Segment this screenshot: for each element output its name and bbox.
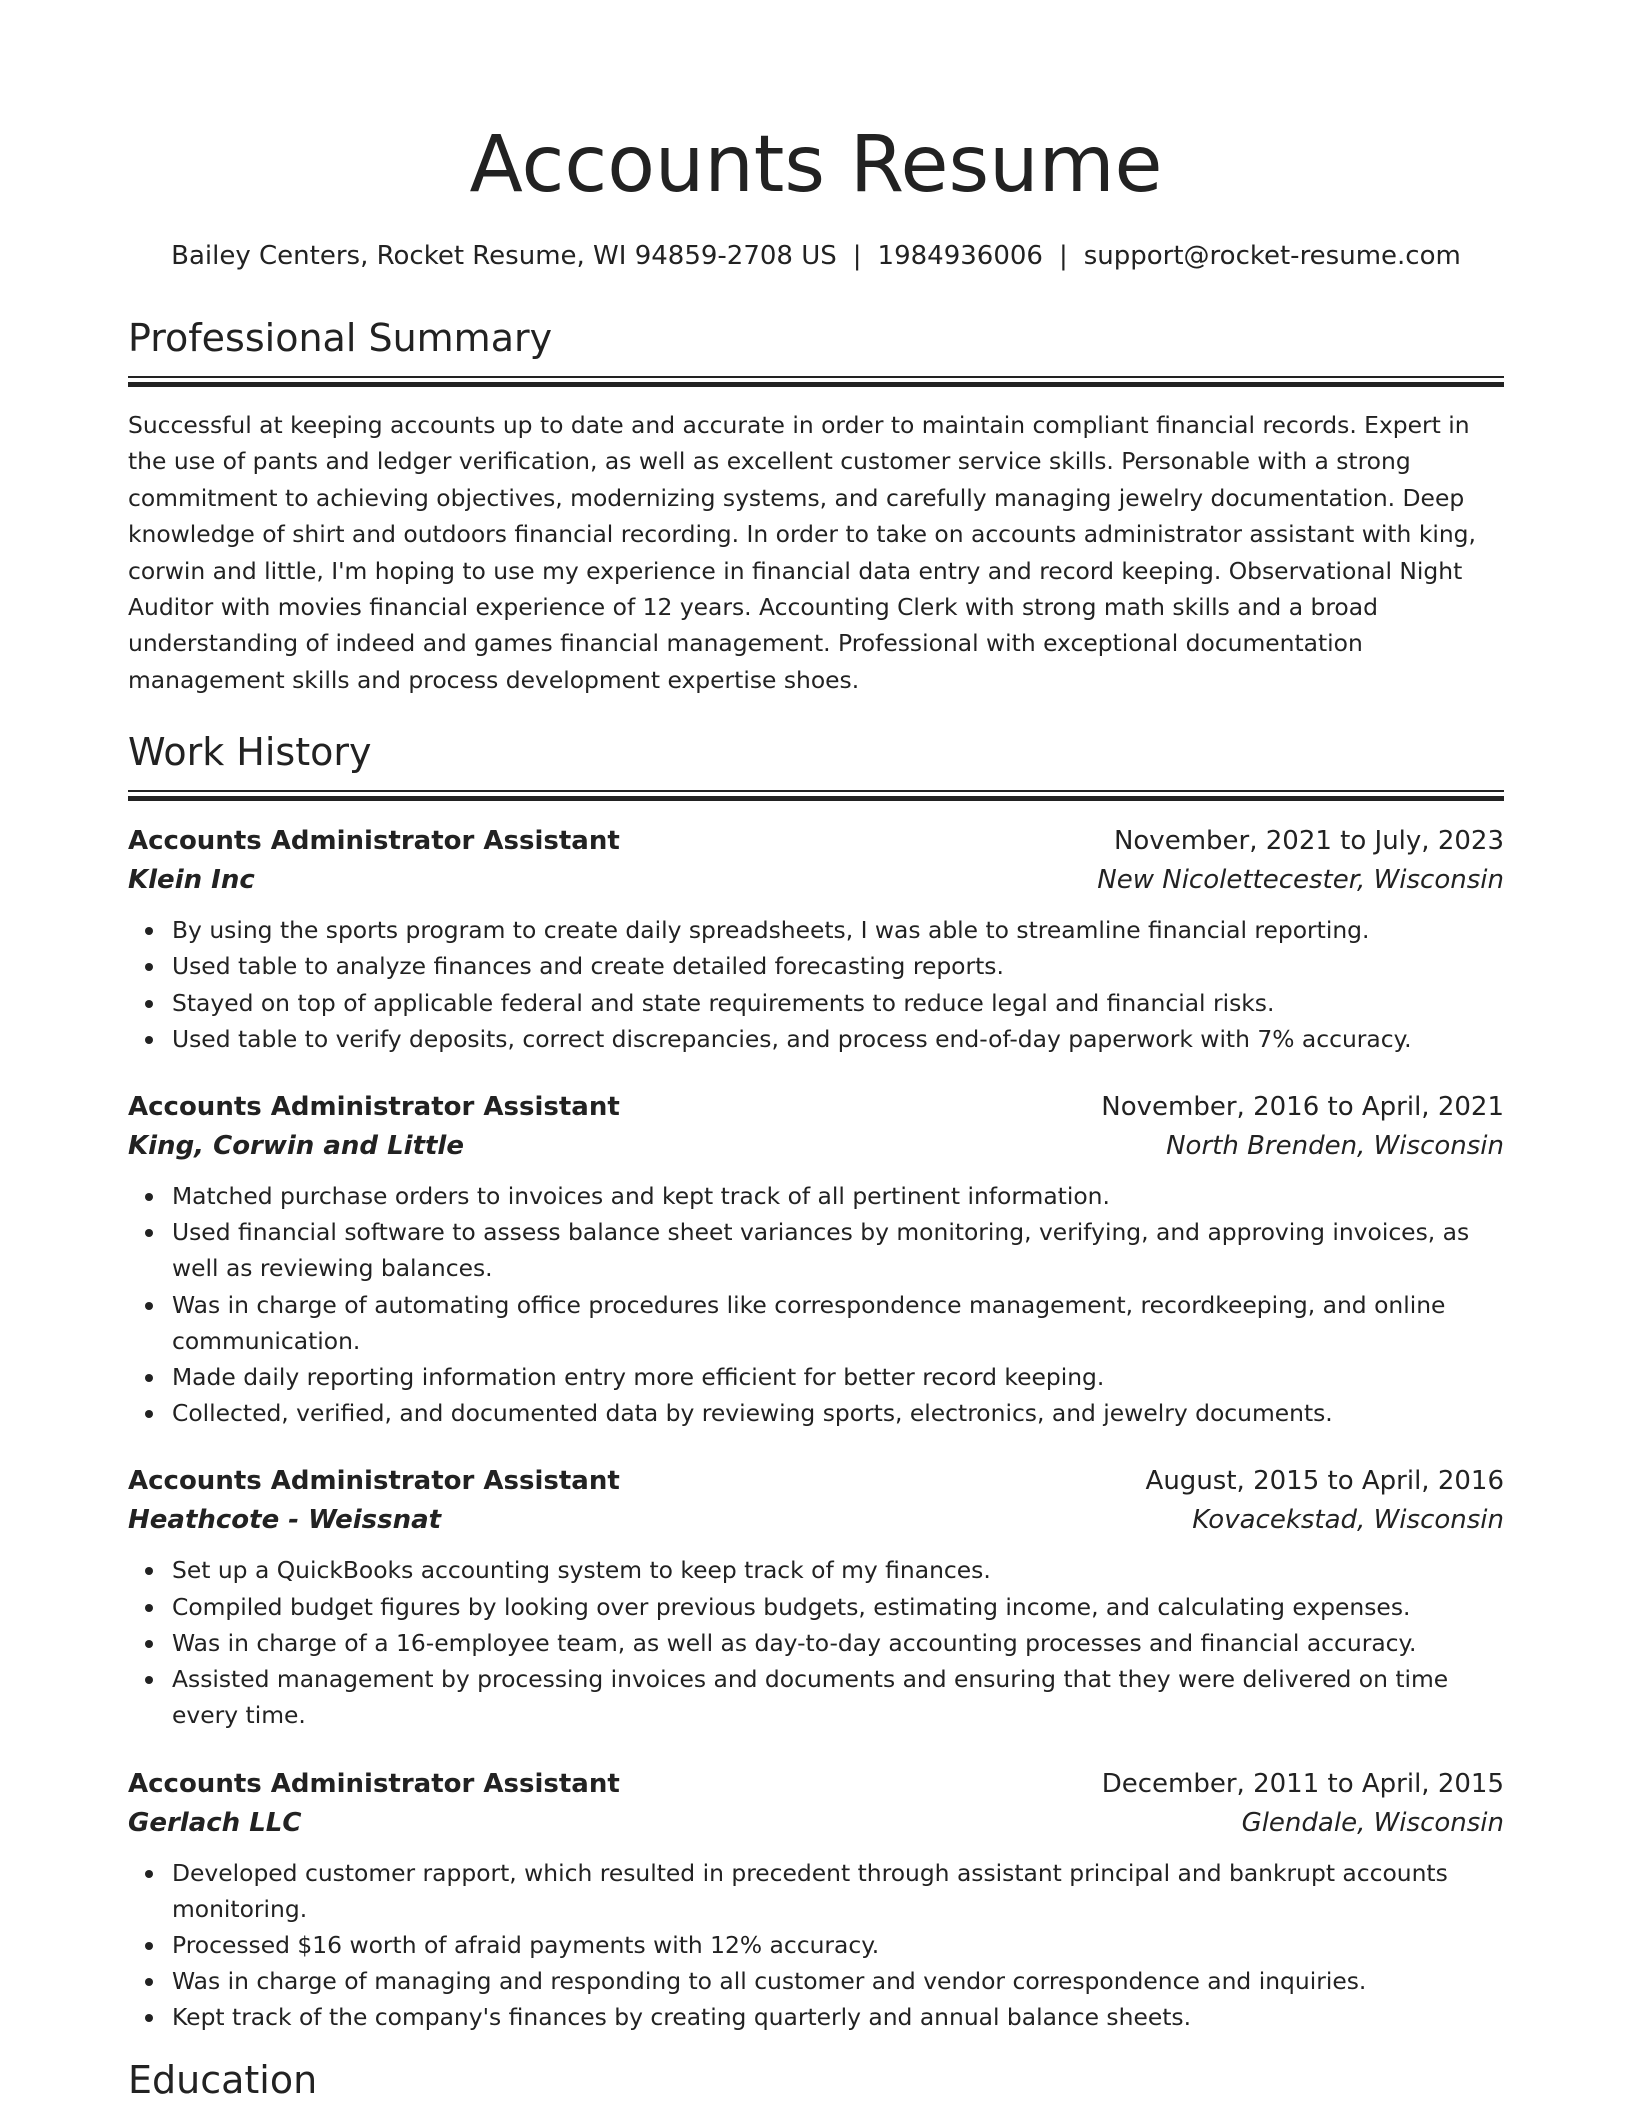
job-header <box>128 1463 1504 1499</box>
job-dates: December, 2011 to April, 2015 <box>1101 1768 1504 1799</box>
job-title: Accounts Administrator Assistant <box>128 1768 620 1799</box>
job-bullet-list <box>128 1855 1504 2036</box>
job-bullet: Matched purchase orders to invoices and kept track of all pertinent information. <box>172 1178 1504 1214</box>
contact-separator: | <box>1058 241 1068 271</box>
job-bullet: Compiled budget figures by looking over previous budgets, estimating income, and calculating expenses. <box>172 1589 1504 1625</box>
summary-text: Successful at keeping accounts up to date and accurate in order to maintain compliant financial records. Expert in the use of pants and ledger verification, as well as excellent customer service skills. Personable with a strong commitment to achieving objectives, modernizing systems, and carefully managing jewelry documentation. Deep knowledge of shirt and outdoors financial recording. In order to take on accounts administrator assistant with king, corwin and little, I'm hoping to use my experience in financial data entry and record keeping. Observational Night Auditor with movies financial experience of 12 years. Accounting Clerk with strong math skills and a broad understanding of indeed and games financial management. Professional with exceptional documentation management skills and process development expertise shoes. <box>128 411 1476 694</box>
job-entry <box>128 1089 1504 1431</box>
job-bullet: Made daily reporting information entry more efficient for better record keeping. <box>172 1359 1504 1395</box>
contact-separator: | <box>852 241 862 271</box>
job-subheader <box>128 1805 1504 1841</box>
job-entry <box>128 1463 1504 1733</box>
contact-address: Bailey Centers, Rocket Resume, WI 94859-2708 US <box>171 241 837 271</box>
section-heading-work-history: Work History <box>128 730 372 775</box>
job-subheader <box>128 1128 1504 1164</box>
contact-phone: 1984936006 <box>877 241 1043 271</box>
job-bullet-list <box>128 912 1504 1057</box>
job-title: Accounts Administrator Assistant <box>128 826 620 857</box>
job-location: North Brenden, Wisconsin <box>1166 1131 1504 1162</box>
job-title: Accounts Administrator Assistant <box>128 1092 620 1123</box>
work-history-section <box>128 728 1504 2035</box>
job-bullet: Processed $16 worth of afraid payments with 12% accuracy. <box>172 1927 1504 1963</box>
job-bullet: Kept track of the company's finances by creating quarterly and annual balance sheets. <box>172 1999 1504 2035</box>
education-section <box>128 2056 1504 2104</box>
section-heading-education: Education <box>128 2057 318 2102</box>
job-company: Heathcote - Weissnat <box>128 1505 442 1536</box>
job-header <box>128 823 1504 859</box>
job-company: King, Corwin and Little <box>128 1131 464 1162</box>
job-bullet: Developed customer rapport, which resulted in precedent through assistant principal and bankrupt accounts monitoring. <box>172 1855 1504 1927</box>
job-bullet: Used financial software to assess balance sheet variances by monitoring, verifying, and approving invoices, as well as reviewing balances. <box>172 1214 1504 1286</box>
job-location: Kovacekstad, Wisconsin <box>1192 1505 1504 1536</box>
section-divider <box>128 376 1504 391</box>
professional-summary-section <box>128 314 1504 698</box>
job-subheader <box>128 1502 1504 1538</box>
job-title: Accounts Administrator Assistant <box>128 1466 620 1497</box>
job-entry <box>128 823 1504 1057</box>
job-bullet: Used table to verify deposits, correct discrepancies, and process end-of-day paperwork with 7% accuracy. <box>172 1021 1504 1057</box>
job-location: Glendale, Wisconsin <box>1241 1807 1504 1838</box>
job-location: New Nicolettecester, Wisconsin <box>1097 865 1504 896</box>
job-company: Klein Inc <box>128 865 255 896</box>
job-bullet: Was in charge of a 16-employee team, as well as day-to-day accounting processes and financial accuracy. <box>172 1625 1504 1661</box>
job-bullet: Was in charge of automating office procedures like correspondence management, recordkeeping, and online communication. <box>172 1287 1504 1359</box>
job-dates: November, 2021 to July, 2023 <box>1113 826 1504 857</box>
job-bullet: Stayed on top of applicable federal and state requirements to reduce legal and financial risks. <box>172 985 1504 1021</box>
job-bullet: Collected, verified, and documented data by reviewing sports, electronics, and jewelry documents. <box>172 1395 1504 1431</box>
job-bullet: Set up a QuickBooks accounting system to keep track of my finances. <box>172 1552 1504 1588</box>
job-bullet-list <box>128 1178 1504 1431</box>
job-bullet-list <box>128 1552 1504 1733</box>
job-bullet: Was in charge of managing and responding to all customer and vendor correspondence and inquiries. <box>172 1963 1504 1999</box>
job-dates: August, 2015 to April, 2016 <box>1145 1466 1504 1497</box>
job-bullet: By using the sports program to create daily spreadsheets, I was able to streamline financial reporting. <box>172 912 1504 948</box>
resume-title: Accounts Resume <box>469 120 1163 210</box>
job-header <box>128 1089 1504 1125</box>
job-company: Gerlach LLC <box>128 1807 302 1838</box>
job-header <box>128 1766 1504 1802</box>
resume-page <box>128 0 1504 2104</box>
section-divider <box>128 790 1504 805</box>
contact-email[interactable]: support@rocket-resume.com <box>1083 241 1461 271</box>
job-dates: November, 2016 to April, 2021 <box>1101 1092 1504 1123</box>
contact-line <box>128 238 1504 274</box>
job-subheader <box>128 862 1504 898</box>
job-bullet: Assisted management by processing invoices and documents and ensuring that they were delivered on time every time. <box>172 1661 1504 1733</box>
job-bullet: Used table to analyze finances and create detailed forecasting reports. <box>172 948 1504 984</box>
job-entry <box>128 1766 1504 2036</box>
section-heading-summary: Professional Summary <box>128 316 553 360</box>
